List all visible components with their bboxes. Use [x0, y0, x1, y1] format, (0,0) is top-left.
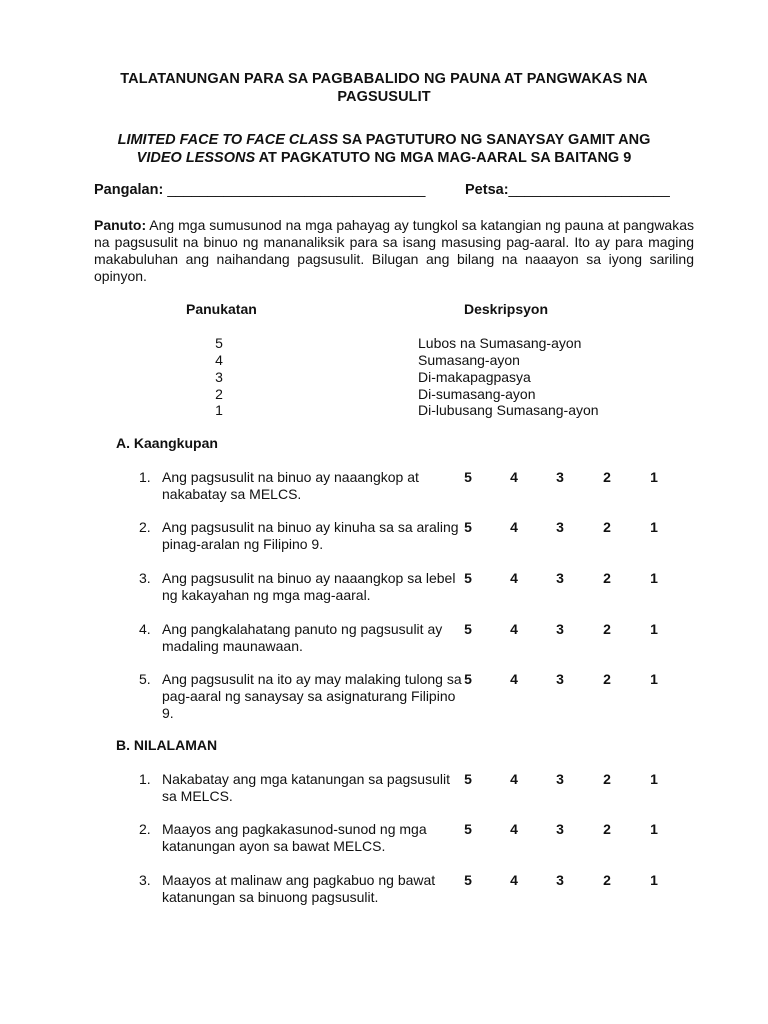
rating-4[interactable]: 4: [510, 821, 518, 837]
rating-1[interactable]: 1: [650, 469, 658, 485]
rating-4[interactable]: 4: [510, 671, 518, 687]
rating-2[interactable]: 2: [603, 621, 611, 637]
item-text: Ang pagsusulit na binuo ay kinuha sa sa araling pinag-aralan ng Filipino 9.: [162, 519, 459, 552]
rating-2[interactable]: 2: [603, 771, 611, 787]
rating-4[interactable]: 4: [510, 771, 518, 787]
scale-desc: Sumasang-ayon: [418, 352, 520, 368]
rating-2[interactable]: 2: [603, 469, 611, 485]
rating-5[interactable]: 5: [464, 771, 472, 787]
rating-3[interactable]: 3: [556, 570, 564, 586]
rating-3[interactable]: 3: [556, 771, 564, 787]
scale-num: 3: [215, 369, 223, 385]
rating-5[interactable]: 5: [464, 469, 472, 485]
subtitle-italic-1: LIMITED FACE TO FACE CLASS: [117, 132, 339, 148]
item-number: 3.: [139, 570, 151, 586]
rating-3[interactable]: 3: [556, 519, 564, 535]
scale-desc: Di-sumasang-ayon: [418, 386, 536, 402]
item-text: Ang pagsusulit na ito ay may malaking tulong sa pag-aaral ng sanaysay sa asignaturang Filipino 9.: [162, 671, 462, 721]
item-number: 1.: [139, 469, 151, 485]
scale-num: 4: [215, 352, 223, 368]
item-text: Maayos at malinaw ang pagkabuo ng bawat katanungan sa binuong pagsusulit.: [162, 872, 436, 905]
item-text: Maayos ang pagkakasunod-sunod ng mga katanungan ayon sa bawat MELCS.: [162, 821, 427, 854]
subtitle-text-2: SA PAGTUTURO NG SANAYSAY GAMIT ANG: [338, 132, 651, 148]
rating-2[interactable]: 2: [603, 671, 611, 687]
item-text: Ang pagsusulit na binuo ay naaangkop at nakabatay sa MELCS.: [162, 469, 419, 502]
item-text: Nakabatay ang mga katanungan sa pagsusulit sa MELCS.: [162, 771, 450, 804]
rating-1[interactable]: 1: [650, 621, 658, 637]
instructions: [94, 217, 694, 285]
rating-1[interactable]: 1: [650, 771, 658, 787]
rating-5[interactable]: 5: [464, 872, 472, 888]
rating-2[interactable]: 2: [603, 570, 611, 586]
rating-4[interactable]: 4: [510, 570, 518, 586]
scale-num: 1: [215, 402, 223, 418]
item-number: 1.: [139, 771, 151, 787]
rating-1[interactable]: 1: [650, 671, 658, 687]
rating-3[interactable]: 3: [556, 671, 564, 687]
subtitle-text-4: AT PAGKATUTO NG MGA MAG-AARAL SA BAITANG 9: [255, 150, 632, 166]
rating-2[interactable]: 2: [603, 519, 611, 535]
scale-desc: Lubos na Sumasang-ayon: [418, 335, 582, 351]
section-a-heading: A. Kaangkupan: [116, 435, 218, 451]
document-subtitle: [90, 131, 678, 167]
rating-4[interactable]: 4: [510, 872, 518, 888]
rating-4[interactable]: 4: [510, 519, 518, 535]
name-blank[interactable]: ________________________________: [163, 182, 426, 198]
item-text: Ang pagsusulit na binuo ay naaangkop sa lebel ng kakayahan ng mga mag-aaral.: [162, 570, 456, 603]
item-number: 2.: [139, 519, 151, 535]
rating-5[interactable]: 5: [464, 570, 472, 586]
item-number: 2.: [139, 821, 151, 837]
scale-header-right: Deskripsyon: [464, 301, 549, 317]
scale-num: 2: [215, 386, 223, 402]
rating-1[interactable]: 1: [650, 821, 658, 837]
rating-3[interactable]: 3: [556, 821, 564, 837]
item-number: 3.: [139, 872, 151, 888]
rating-5[interactable]: 5: [464, 519, 472, 535]
instructions-label: Panuto:: [94, 217, 147, 233]
section-b-heading: B. NILALAMAN: [116, 737, 218, 753]
rating-3[interactable]: 3: [556, 469, 564, 485]
rating-4[interactable]: 4: [510, 469, 518, 485]
scale-header-left: Panukatan: [186, 301, 257, 317]
scale-desc: Di-lubusang Sumasang-ayon: [418, 402, 599, 418]
rating-5[interactable]: 5: [464, 671, 472, 687]
rating-5[interactable]: 5: [464, 821, 472, 837]
rating-1[interactable]: 1: [650, 872, 658, 888]
rating-3[interactable]: 3: [556, 872, 564, 888]
rating-3[interactable]: 3: [556, 621, 564, 637]
document-title: TALATANUNGAN PARA SA PAGBABALIDO NG PAUNA AT PANGWAKAS NA PAGSUSULIT: [120, 71, 648, 105]
date-field[interactable]: [465, 182, 670, 198]
item-number: 5.: [139, 671, 151, 687]
name-field[interactable]: [94, 182, 425, 198]
rating-2[interactable]: 2: [603, 872, 611, 888]
name-label: Pangalan:: [94, 182, 164, 198]
scale-desc: Di-makapagpasya: [418, 369, 531, 385]
rating-2[interactable]: 2: [603, 821, 611, 837]
date-blank[interactable]: ____________________: [508, 182, 670, 198]
item-number: 4.: [139, 621, 151, 637]
rating-1[interactable]: 1: [650, 519, 658, 535]
rating-5[interactable]: 5: [464, 621, 472, 637]
instructions-text: Ang mga sumusunod na mga pahayag ay tungkol sa katangian ng pauna at pangwakas na pagsusulit na binuo ng mananaliksik para sa isang masusing pag-aaral. Ito ay para maging makabuluhan ang naihandang pagsusulit. Bilugan ang bilang na naaayon sa iyong sariling opinyon.: [94, 217, 694, 284]
rating-1[interactable]: 1: [650, 570, 658, 586]
subtitle-italic-3: VIDEO LESSONS: [136, 150, 256, 166]
item-text: Ang pangkalahatang panuto ng pagsusulit ay madaling maunawaan.: [162, 621, 443, 654]
date-label: Petsa:: [465, 182, 509, 198]
rating-4[interactable]: 4: [510, 621, 518, 637]
scale-num: 5: [215, 335, 223, 351]
